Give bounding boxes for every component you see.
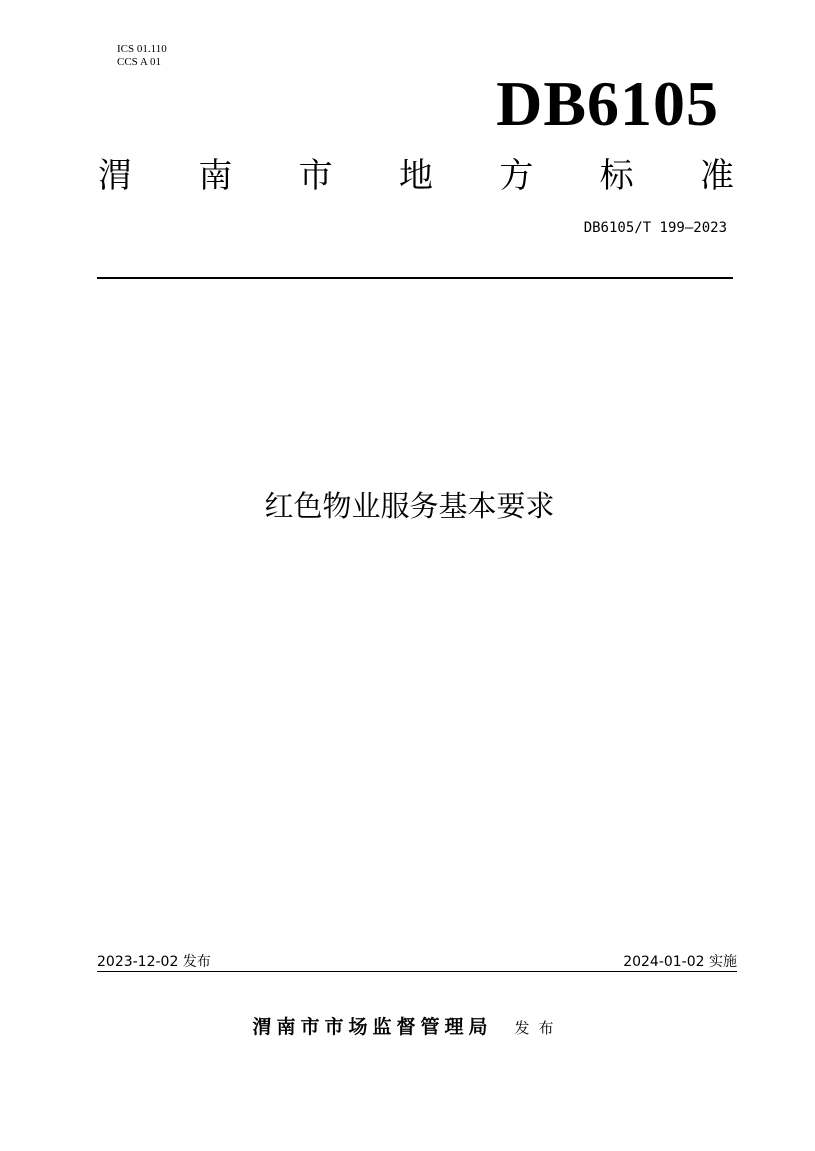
authority-char: 市 <box>298 156 333 196</box>
standard-number: DB6105/T 199—2023 <box>583 220 727 236</box>
dates-row <box>97 952 737 974</box>
authority-char: 标 <box>599 156 634 196</box>
issuer-line <box>0 1012 815 1039</box>
classification-codes <box>117 43 167 69</box>
ccs-code: CCS A 01 <box>117 56 162 68</box>
authority-heading <box>98 154 734 198</box>
header-divider <box>97 277 733 279</box>
authority-char: 方 <box>499 156 534 196</box>
publish-date: 2023-12-02 发布 <box>97 954 211 970</box>
effective-date: 2024-01-02 实施 <box>623 954 737 970</box>
issue-action: 发布 <box>514 1019 563 1037</box>
standard-code-heading: DB6105 <box>496 68 719 139</box>
authority-char: 准 <box>699 156 734 196</box>
authority-char: 南 <box>198 156 233 196</box>
ics-code: ICS 01.110 <box>117 43 167 55</box>
document-title: 红色物业服务基本要求 <box>264 489 555 523</box>
issuer-name: 渭南市市场监督管理局 <box>252 1016 493 1038</box>
footer-divider <box>97 971 737 972</box>
authority-char: 地 <box>398 156 433 196</box>
authority-char: 渭 <box>98 156 132 196</box>
